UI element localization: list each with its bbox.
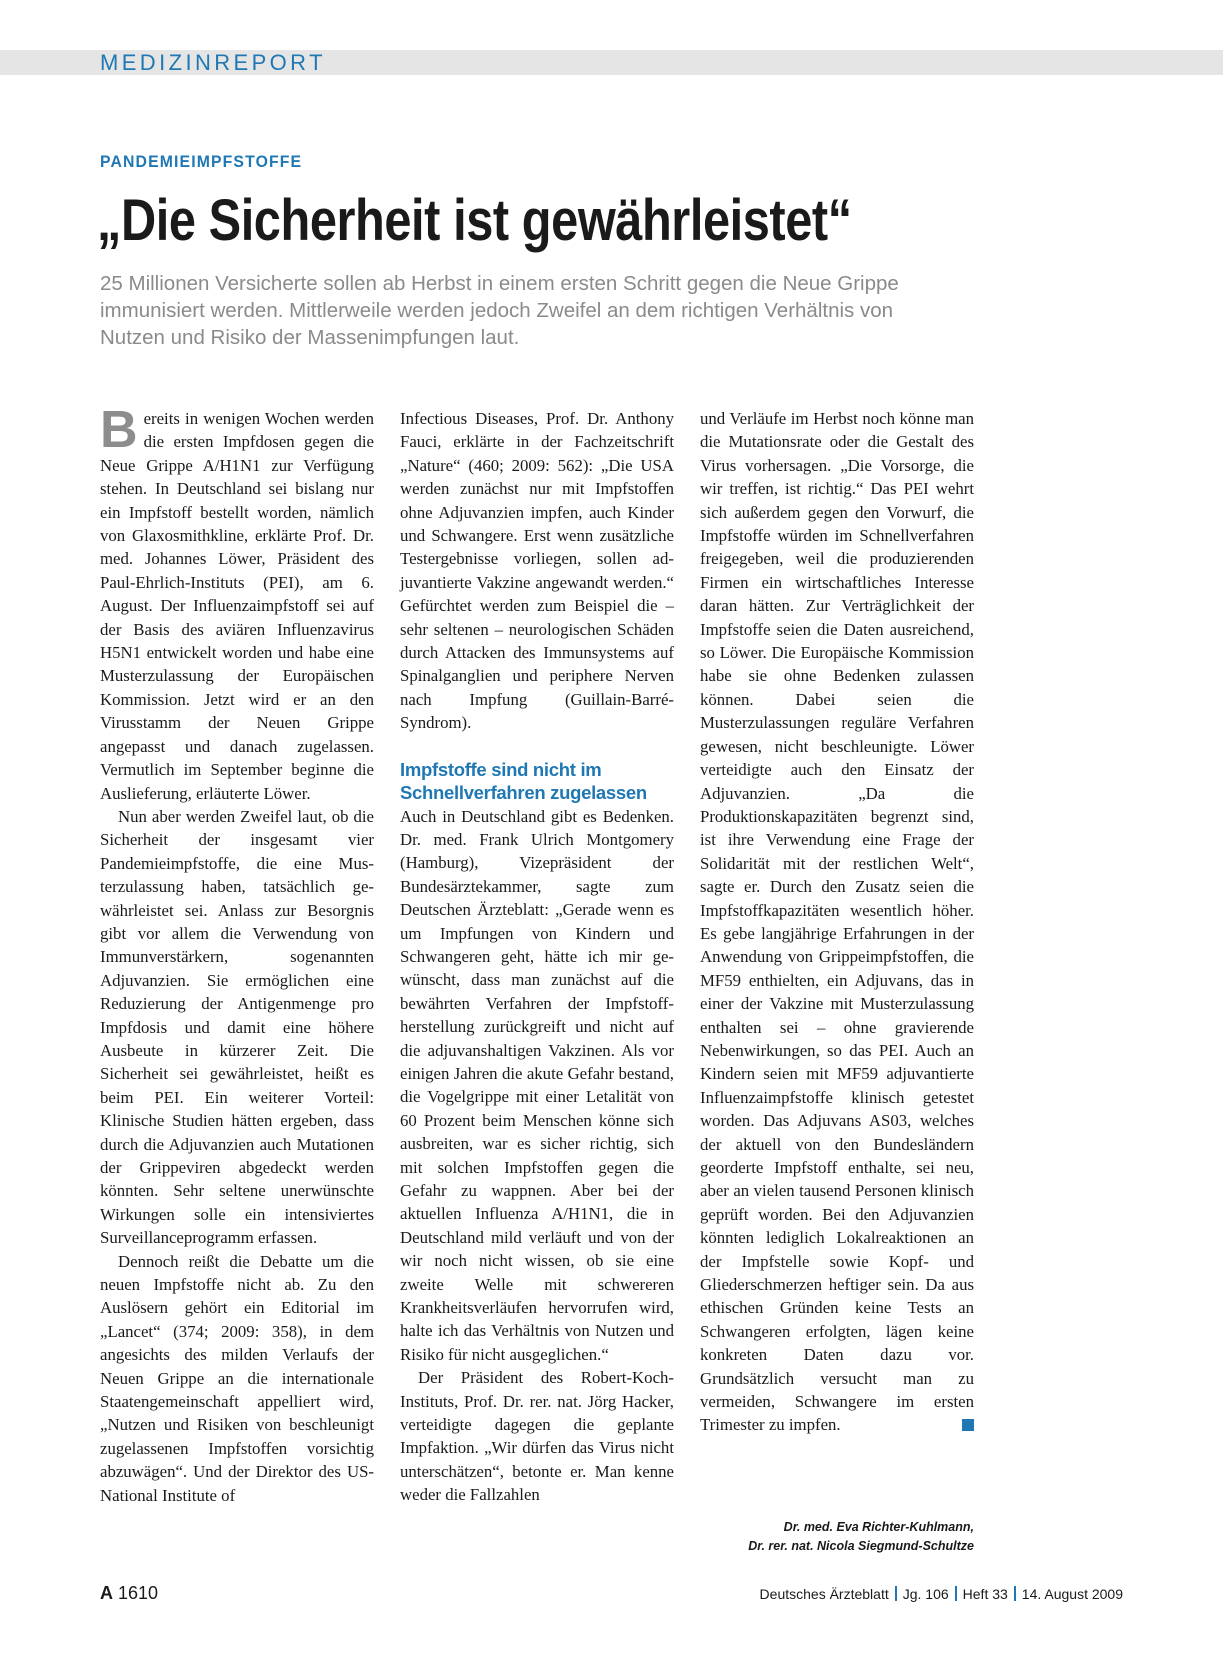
paragraph: Nun aber werden Zweifel laut, ob die Sicherheit der insgesamt vier Pandemieimpfstoffe, die eine Musterzulassung haben, tatsächlich gewährleistet sei. Anlass zur Besorgnis gibt vor allem die Verwendung von Immunverstärkern, sogenannten Adjuvanzien. Sie ermöglichen eine Reduzierung der Antigenmenge pro Impfdosis und damit eine höhere Ausbeute in kürzerer Zeit. Die Sicherheit sei gewährleistet, heißt es beim PEI. Ein weiterer Vorteil: Klinische Studien hätten ergeben, dass durch die Adjuvanzien auch Mutationen der Grippeviren abgedeckt werden könnten. Sehr seltene unerwünschte Wirkungen solle ein intensiviertes Surveillanceprogramm erfassen. xyxy=(100,806,374,1248)
byline-author: Dr. med. Eva Richter-Kuhlmann, xyxy=(783,1520,974,1534)
section-label: MEDIZINREPORT xyxy=(100,50,326,75)
volume: Jg. 106 xyxy=(902,1586,949,1602)
paragraph: Dennoch reißt die Debatte um die neuen Impfstoffe nicht ab. Zu den Auslösern gehört ein Editorial im „Lancet“ (374; 2009: 358), in dem angesichts des milden Verlaufs der Neuen Grippe an die internationale Staatengemeinschaft appelliert wird, „Nutzen und Risiken von beschleunigt zugelassenen Impfstoffen vorsichtig abzuwägen“. Und der Direktor des US-National Institute of xyxy=(100,1251,374,1505)
dek: 25 Millionen Versicherte sollen ab Herbst in einem ersten Schritt gegen die Neue Grippe immunisiert werden. Mittlerweile werden jedoch Zweifel an dem richtigen Verhältnis von Nutzen und Risiko der Massenimpfungen laut. xyxy=(100,272,899,349)
paragraph xyxy=(700,407,974,1437)
separator xyxy=(1014,1586,1016,1601)
headline: „Die Sicherheit ist gewährleistet“ xyxy=(97,188,852,253)
issue: Heft 33 xyxy=(962,1586,1008,1602)
date: 14. August 2009 xyxy=(1021,1586,1123,1602)
byline-author: Dr. rer. nat. Nicola Siegmund-Schultze xyxy=(748,1539,974,1553)
journal-name: Deutsches Ärzteblatt xyxy=(759,1586,889,1602)
byline xyxy=(700,1518,974,1556)
paragraph-text: und Verläufe im Herbst noch könne man die Mutationsrate oder die Gestalt des Virus vorhersagen. „Die Vorsorge, die wir treffen, ist richtig.“ Das PEI wehrt sich außerdem gegen den Vorwurf, die Impfstoffe würden im Schnellverfahren freigegeben, weil die produzierenden Firmen ein wirtschaftliches Interesse daran hätten. Zur Verträglichkeit der Impfstoffe seien die Daten ausreichend, so Löwer. Die Europäische Kommission habe sie ohne Bedenken zulassen können. Dabei seien die Musterzulassungen reguläre Verfahren gewesen, nicht beschleunigte. Löwer verteidigte auch den Einsatz der Adjuvanzien. „Da die Produktionskapazitäten begrenzt sind, ist ihre Verwendung eine Frage der Solidarität mit der restlichen Welt“, sagte er. Durch den Zusatz seien die Impfstoffkapazitäten wesentlich höher. Es gebe langjährige Erfahrungen in der Anwendung von Grippeimpfstoffen, die MF59 enthielten, ein Adjuvans, das in einer der Vakzine mit Musterzulassung enthalten sei – ohne gravierende Nebenwirkungen, so das PEI. Auch an Kindern seien mit MF59 adjuvantierte Influenzaimpfstoffe klinisch getestet worden. Das Adjuvans AS03, welches der aktuell von den Bundesländern georderte Impfstoff enthalte, sei neu, aber an vielen tausend Personen klinisch geprüft worden. Bei den Adjuvanzien könnten lediglich Lokalreaktionen an der Impfstelle sowie Kopf- und Gliederschmerzen heftiger sein. Da aus ethischen Gründen keine Tests an Schwangeren erfolgten, lägen keine konkreten Daten dazu vor. Grundsätzlich versucht man zu vermeiden, Schwangere im ersten Trimester zu impfen. xyxy=(700,409,974,1435)
subheading: Impfstoffe sind nicht im Schnellverfahren zugelassen xyxy=(400,758,647,804)
page-number xyxy=(100,1583,158,1604)
column-3 xyxy=(700,407,974,1437)
paragraph xyxy=(100,401,374,805)
column-2 xyxy=(400,407,674,1507)
paragraph: Infectious Diseases, Prof. Dr. Anthony Fauci, erklärte in der Fachzeitschrift „Nature“ (460; 2009: 562): „Die USA werden zunächst nur mit Impfstoffen ohne Adjuvanzien impfen, auch Kinder und Schwangere. Erst wenn zusätzliche Testergebnisse vorliegen, sollen adjuvantierte Vakzine angewandt werden.“ Gefürchtet werden zum Beispiel die – sehr seltenen – neurologischen Schäden durch Attacken des Immunsystems auf Spinalganglien und periphere Nerven nach Impfung (Guillain-Barré-Syndrom). xyxy=(400,409,674,733)
separator xyxy=(955,1586,957,1601)
dropcap: B xyxy=(100,401,138,459)
kicker: PANDEMIEIMPFSTOFFE xyxy=(100,152,303,171)
page-number-value: 1610 xyxy=(118,1583,159,1603)
end-of-article-square-icon xyxy=(962,1419,974,1431)
paragraph-text: ereits in wenigen Wochen werden die ersten Impfdosen gegen die Neue Grippe A/H1N1 zur Verfügung stehen. In Deutschland sei bislang nur ein Impfstoff bestellt worden, nämlich von Glaxosmithkline, erklärte Prof. Dr. med. Johannes Löwer, Präsident des Paul-Ehrlich-Instituts (PEI), am 6. August. Der Influenzaimpfstoff sei auf der Basis des aviären Influenzavirus H5N1 entwickelt worden und habe eine Musterzulassung der Europäischen Kommission. Jetzt wird er an den Virusstamm der Neuen Grippe angepasst und danach zugelassen. Vermutlich im September beginne die Auslieferung, erläuterte Löwer. xyxy=(100,409,374,803)
column-1 xyxy=(100,401,374,1507)
paragraph: Auch in Deutschland gibt es Bedenken. Dr. med. Frank Ulrich Montgomery (Hamburg), Vizepräsident der Bundesärztekammer, sagte zum Deutschen Ärzteblatt: „Gerade wenn es um Impfungen von Kindern und Schwangeren geht, hätte ich mir gewünscht, dass man zunächst auf die bewährten Verfahren der Impfstoffherstellung zurückgreift und nicht auf die adjuvanshaltigen Vakzinen. Als vor einigen Jahren die akute Gefahr bestand, die Vogelgrippe mit einer Letalität von 60 Prozent beim Menschen könne sich ausbreiten, war es sicher richtig, sich mit solchen Impfstoffen gegen die Gefahr zu wappnen. Aber bei der aktuellen Influenza A/H1N1, die in Deutschland mild verläuft und von der wir noch nicht wissen, ob sie eine zweite Welle mit schwereren Krankheitsverläufen hervorrufen wird, halte ich das Verhältnis von Nutzen und Risiko für nicht ausgeglichen.“ xyxy=(400,806,674,1364)
separator xyxy=(895,1586,897,1601)
footer-publication xyxy=(760,1586,1123,1602)
paragraph: Der Präsident des Robert-Koch-Instituts, Prof. Dr. rer. nat. Jörg Hacker, verteidigte dagegen die geplante Impfaktion. „Wir dürfen das Virus nicht unterschätzen“, betonte er. Man kenne weder die Fallzahlen xyxy=(400,1368,674,1505)
page-prefix: A xyxy=(100,1583,113,1603)
